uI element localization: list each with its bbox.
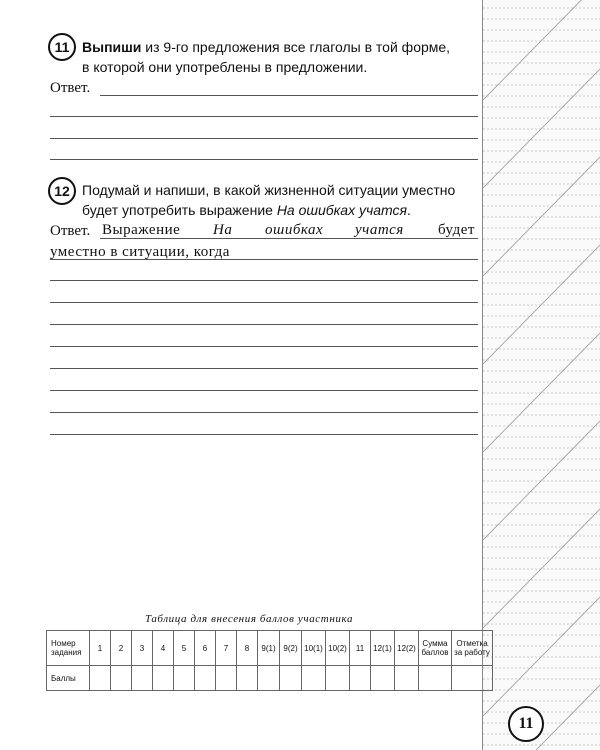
task-col-4: 4	[153, 631, 174, 666]
score-cell[interactable]	[395, 666, 419, 691]
task-col-9-1: 9(1)	[258, 631, 280, 666]
score-table-score-row	[47, 666, 493, 691]
task-12-answer-line-3	[50, 280, 478, 281]
task-11-text	[82, 37, 478, 57]
task-col-12-2: 12(2)	[395, 631, 419, 666]
task-12-line1: Подумай и напиши, в какой жизненной ситуации уместно	[82, 182, 456, 198]
task-12-answer-line-5	[50, 324, 478, 325]
task-12-line2	[82, 200, 482, 220]
task-12-answer-label: Ответ.	[50, 223, 91, 239]
score-cell[interactable]	[280, 666, 302, 691]
score-table	[46, 630, 493, 691]
row-label-task-number: Номер задания	[47, 631, 90, 666]
task-11-line2: в которой они употреблены в предложении.	[82, 59, 368, 75]
task-11-answer-label: Ответ.	[50, 80, 91, 96]
task-col-5: 5	[174, 631, 195, 666]
task-11-bold-word: Выпиши	[82, 39, 142, 55]
grade-col: Отметка за работу	[452, 631, 493, 666]
task-12-answer-line-8	[50, 390, 478, 391]
task-12-expression: На ошибках учатся	[276, 202, 407, 218]
margin-slant-line	[483, 508, 600, 628]
sum-cell[interactable]	[419, 666, 452, 691]
margin-slant-line	[483, 420, 600, 540]
margin-ruling	[483, 0, 600, 750]
task-col-10-2: 10(2)	[326, 631, 350, 666]
task-11-answer-line-3	[50, 138, 478, 139]
task-12-answer-line-6	[50, 346, 478, 347]
score-cell[interactable]	[132, 666, 153, 691]
task-12-answer-line-4	[50, 302, 478, 303]
page-number: 11	[508, 706, 544, 742]
score-cell[interactable]	[111, 666, 132, 691]
answer-word-2: На	[213, 222, 233, 238]
task-11-line1: из 9-го предложения все глаголы в той форме,	[141, 39, 451, 55]
score-cell[interactable]	[174, 666, 195, 691]
task-12-answer-line-10	[50, 434, 478, 435]
task-col-2: 2	[111, 631, 132, 666]
answer-word-5: будет	[438, 222, 475, 238]
grade-cell[interactable]	[452, 666, 493, 691]
task-col-3: 3	[132, 631, 153, 666]
score-cell[interactable]	[258, 666, 280, 691]
task-col-10-1: 10(1)	[302, 631, 326, 666]
margin-slant-line	[483, 244, 600, 364]
task-12-number: 12	[48, 177, 76, 205]
row-label-scores: Баллы	[47, 666, 90, 691]
task-11-answer-line-4	[50, 159, 478, 160]
score-table-header-row	[47, 631, 493, 666]
task-col-6: 6	[195, 631, 216, 666]
answer-word-4: учатся	[355, 222, 404, 238]
margin-slant-line	[483, 332, 600, 452]
answer-word-1: Выражение	[102, 222, 181, 238]
task-11-answer-line-1	[100, 95, 478, 96]
margin-strip	[482, 0, 600, 750]
score-cell[interactable]	[153, 666, 174, 691]
task-12-answer-line-7	[50, 368, 478, 369]
score-cell[interactable]	[90, 666, 111, 691]
score-cell[interactable]	[216, 666, 237, 691]
task-12-answer-line-2	[50, 259, 478, 260]
task-12-line2-end: .	[406, 202, 411, 218]
sum-col: Сумма баллов	[419, 631, 452, 666]
task-col-11: 11	[350, 631, 371, 666]
task-11-number: 11	[48, 33, 76, 61]
score-cell[interactable]	[350, 666, 371, 691]
answer-line-2-text: уместно в ситуации, когда	[50, 244, 230, 260]
task-col-7: 7	[216, 631, 237, 666]
task-col-1: 1	[90, 631, 111, 666]
task-col-9-2: 9(2)	[280, 631, 302, 666]
margin-slant-line	[483, 68, 600, 188]
score-cell[interactable]	[326, 666, 350, 691]
answer-word-3: ошибках	[265, 222, 324, 238]
score-table-caption: Таблица для внесения баллов участника	[145, 613, 354, 625]
task-col-8: 8	[237, 631, 258, 666]
margin-slant-line	[483, 596, 600, 716]
task-col-12-1: 12(1)	[371, 631, 395, 666]
task-11-answer-line-2	[50, 116, 478, 117]
margin-slant-line	[483, 156, 600, 276]
task-12-answer-line-9	[50, 412, 478, 413]
score-cell[interactable]	[195, 666, 216, 691]
score-cell[interactable]	[302, 666, 326, 691]
task-12-answer-line-1	[100, 238, 478, 239]
score-cell[interactable]	[237, 666, 258, 691]
score-cell[interactable]	[371, 666, 395, 691]
task-12-line2-start: будет употребить выражение	[82, 202, 277, 218]
